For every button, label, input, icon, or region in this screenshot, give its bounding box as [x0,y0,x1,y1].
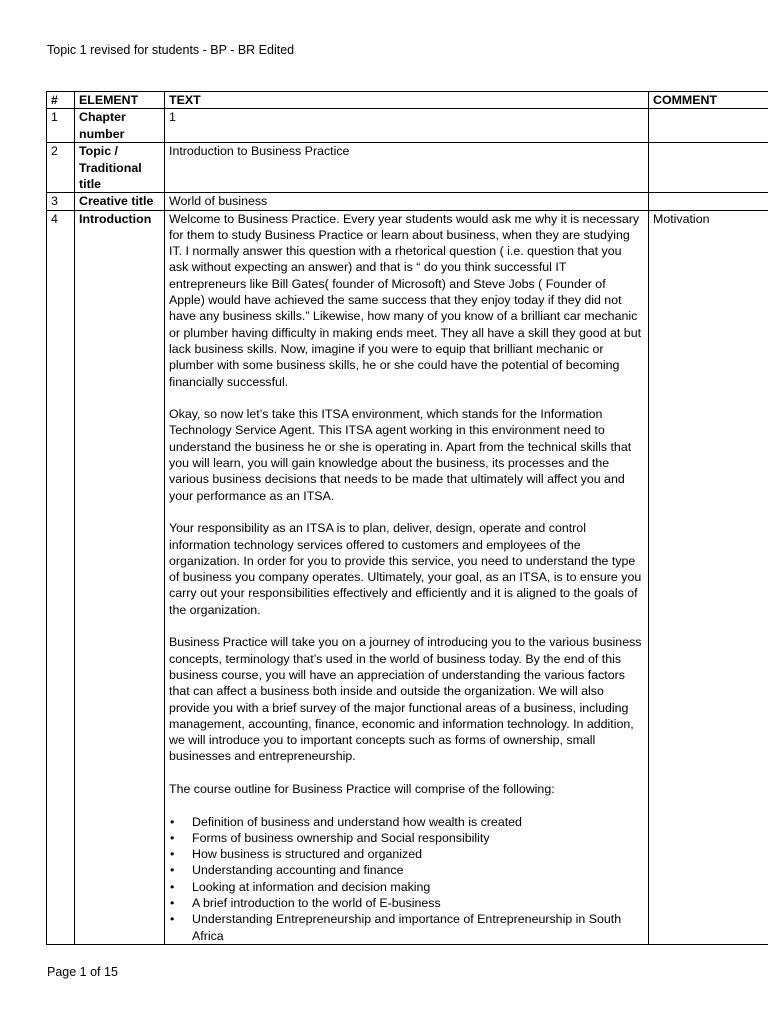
row-text: Introduction to Business Practice [165,143,649,193]
bullet-icon: • [170,847,175,862]
row-comment: Motivation [649,210,768,944]
row-element: Chapter number [75,109,165,143]
course-outline-list [169,814,644,944]
list-item-text: Looking at information and decision making [192,879,431,894]
list-item [169,895,644,911]
intro-paragraph: Welcome to Business Practice. Every year students would ask me why it is necessary for them to study Business Practice or learn about business, when they are studying IT. I normally answer this question with a rhetorical question ( i.e. question that you ask without expecting an answer) and that is “ do you think successful IT entrepreneurs like Bill Gates( founder of Microsoft) and Steve Jobs ( Founder of Apple) would have achieved the same success that they enjoy today if they did not have any business skills.” Likewise, how many of you know of a brilliant car mechanic or plumber having difficulty in making ends meet. They all have a skill they good at but lack business skills. Now, imagine if you were to equip that brilliant mechanic or plumber with some business skills, he or she could have the potential of becoming financially successful. [169,211,642,389]
list-item [169,911,644,944]
row-element: Creative title [75,193,165,210]
bullet-icon: • [170,896,175,911]
row-comment [649,193,768,210]
bullet-icon: • [170,830,175,845]
list-item [169,846,644,862]
list-item [169,814,644,830]
bullet-icon: • [170,863,175,878]
bullet-icon: • [170,912,175,927]
list-item-text: How business is structured and organized [192,847,423,862]
table-row [47,143,768,193]
introduction-text [165,210,649,944]
row-number: 2 [47,143,75,193]
table-row [47,210,768,944]
document-header: Topic 1 revised for students - BP - BR Edited [47,43,295,57]
page-number: Page 1 of 15 [47,965,118,979]
table-row [47,109,768,143]
list-item [169,879,644,895]
content-table [46,91,768,945]
row-comment [649,109,768,143]
intro-paragraph: The course outline for Business Practice will comprise of the following: [169,781,555,796]
row-element: Topic / Traditional title [75,143,165,193]
row-text: 1 [165,109,649,143]
list-item-text: Forms of business ownership and Social responsibility [192,830,490,845]
row-comment [649,143,768,193]
column-header-text: TEXT [165,92,649,109]
intro-paragraph: Your responsibility as an ITSA is to plan, deliver, design, operate and control information technology services offered to customers and employees of the organization. In order for you to provide this service, you need to understand the type of business you company operates. Ultimately, your goal, as an ITSA, is to ensure you carry out your responsibilities effectively and efficiently and it is aligned to the goals of the organization. [169,521,642,617]
list-item [169,830,644,846]
intro-paragraph: Business Practice will take you on a journey of introducing you to the various business concepts, terminology that’s used in the world of business today. By the end of this business course, you will have an appreciation of understanding the various factors that can affect a business both inside and outside the organization. We will also provide you with a brief survey of the major functional areas of a business, including management, accounting, finance, economic and information technology. In addition, we will introduce you to important concepts such as forms of ownership, small businesses and entrepreneurship. [169,635,642,764]
bullet-icon: • [170,814,175,829]
list-item-text: Understanding accounting and finance [192,863,404,878]
row-number: 4 [47,210,75,944]
list-item-text: Definition of business and understand how wealth is created [192,814,522,829]
row-number: 1 [47,109,75,143]
row-element: Introduction [75,210,165,944]
list-item-text: A brief introduction to the world of E-business [192,896,441,911]
column-header-element: ELEMENT [75,92,165,109]
list-item-text: Understanding Entrepreneurship and importance of Entrepreneurship in South Africa [192,912,622,943]
column-header-comment: COMMENT [649,92,768,109]
bullet-icon: • [170,879,175,894]
column-header-number: # [47,92,75,109]
row-text: World of business [165,193,649,210]
list-item [169,862,644,878]
row-number: 3 [47,193,75,210]
table-row [47,193,768,210]
intro-paragraph: Okay, so now let’s take this ITSA environment, which stands for the Information Technology Service Agent. This ITSA agent working in this environment need to understand the business he or she is operating in. Apart from the technical skills that you will learn, you will gain knowledge about the business, its processes and the various business decisions that needs to be made that ultimately will affect you and your performance as an ITSA. [169,407,632,503]
table-header-row [47,92,768,109]
